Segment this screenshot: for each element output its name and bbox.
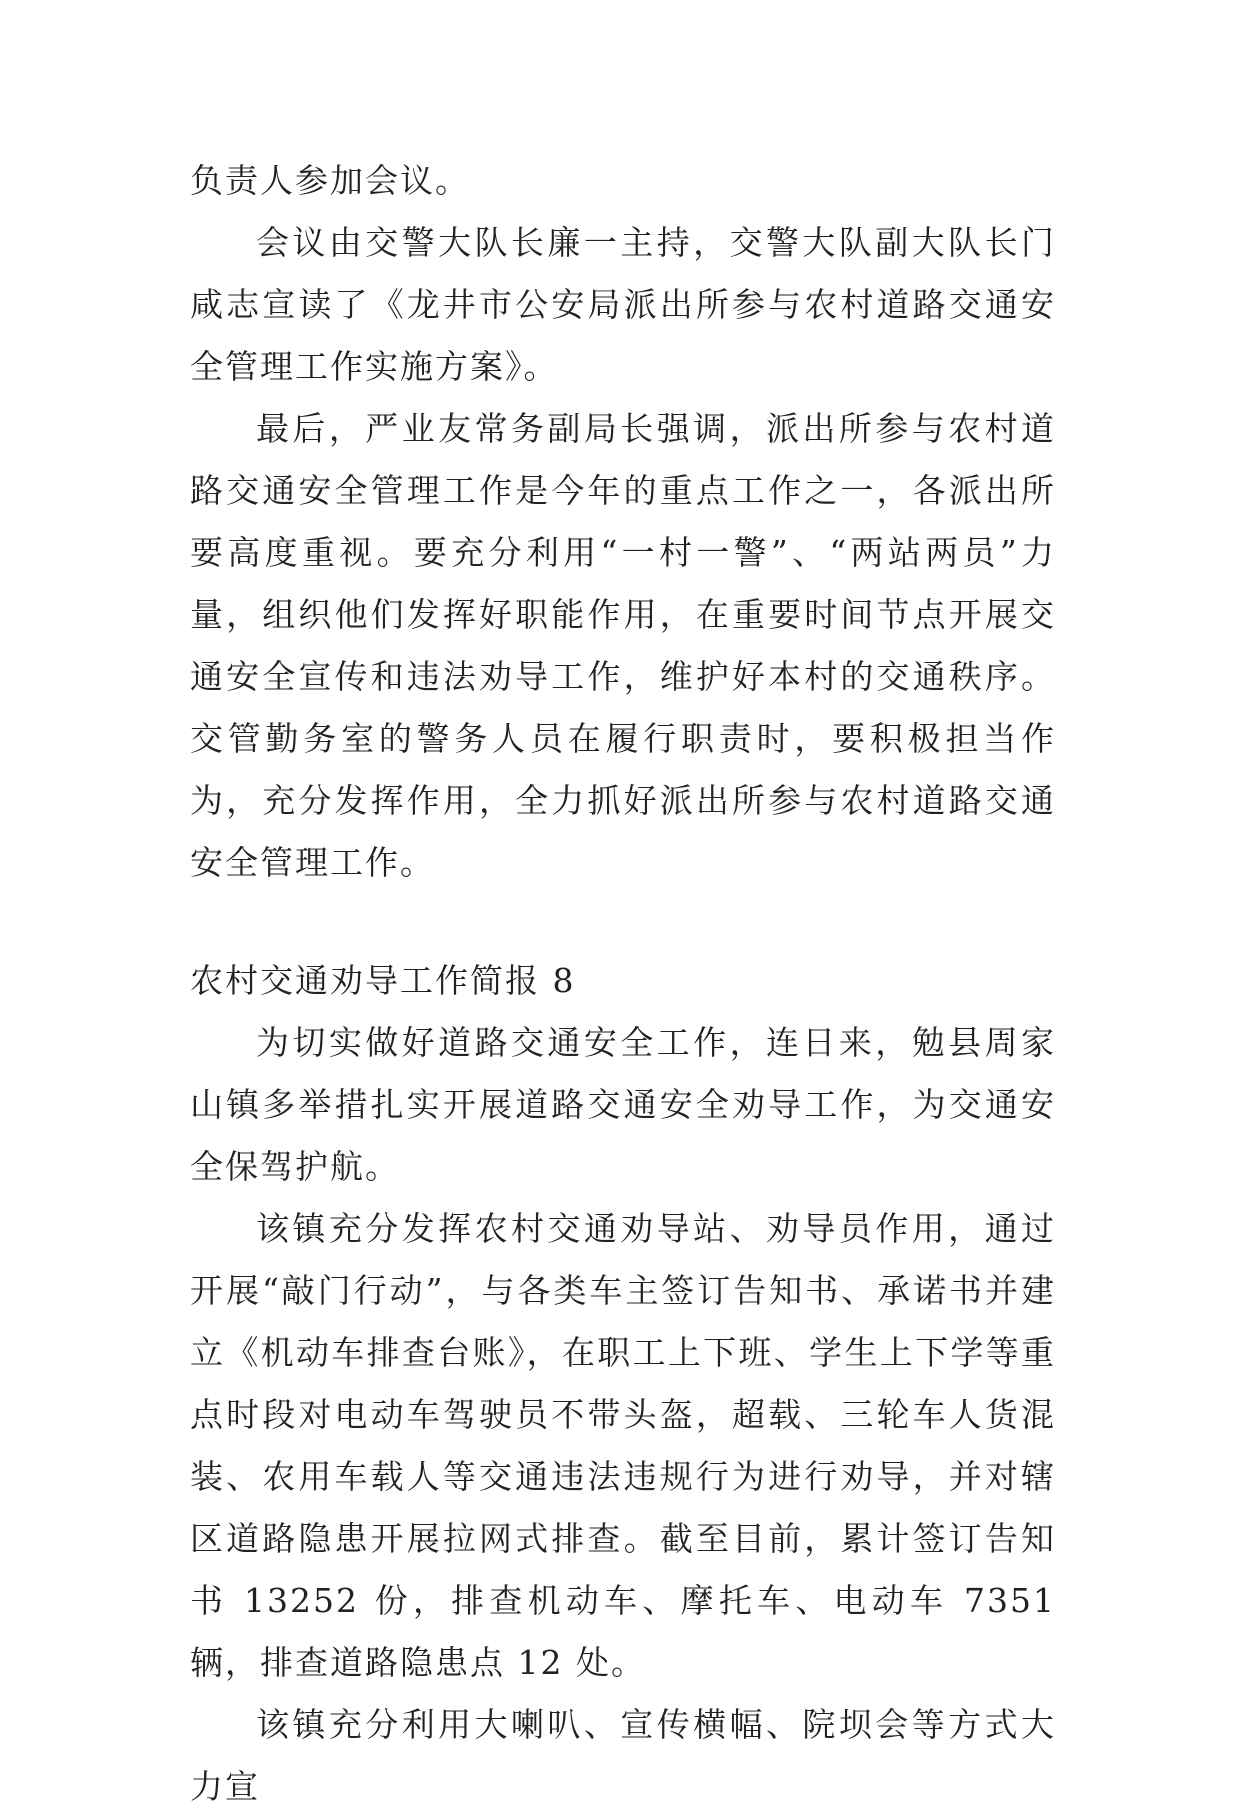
paragraph: 负责人参加会议。 (190, 161, 470, 200)
paragraph: 该镇充分利用大喇叭、宣传横幅、院坝会等方式大力宣 (190, 1705, 1056, 1806)
document-body (190, 150, 1056, 1818)
paragraph: 会议由交警大队长廉一主持，交警大队副大队长门咸志宣读了《龙井市公安局派出所参与农村道路交通安全管理工作实施方案》。 (190, 223, 1056, 386)
section-title: 农村交通劝导工作简报 8 (190, 961, 576, 1000)
paragraph: 为切实做好道路交通安全工作，连日来，勉县周家山镇多举措扎实开展道路交通安全劝导工作，为交通安全保驾护航。 (190, 1023, 1056, 1186)
paragraph: 该镇充分发挥农村交通劝导站、劝导员作用，通过开展“敲门行动”，与各类车主签订告知书、承诺书并建立《机动车排查台账》，在职工上下班、学生上下学等重点时段对电动车驾驶员不带头盔，超载、三轮车人货混装、农用车载人等交通违法违规行为进行劝导，并对辖区道路隐患开展拉网式排查。截至目前，累计签订告知书 13252 份，排查机动车、摩托车、电动车 7351 辆，排查道路隐患点 12 处。 (190, 1209, 1056, 1682)
paragraph: 最后，严业友常务副局长强调，派出所参与农村道路交通安全管理工作是今年的重点工作之一，各派出所要高度重视。要充分利用“一村一警”、“两站两员”力量，组织他们发挥好职能作用，在重要时间节点开展交通安全宣传和违法劝导工作，维护好本村的交通秩序。交管勤务室的警务人员在履行职责时，要积极担当作为，充分发挥作用，全力抓好派出所参与农村道路交通安全管理工作。 (190, 409, 1056, 882)
